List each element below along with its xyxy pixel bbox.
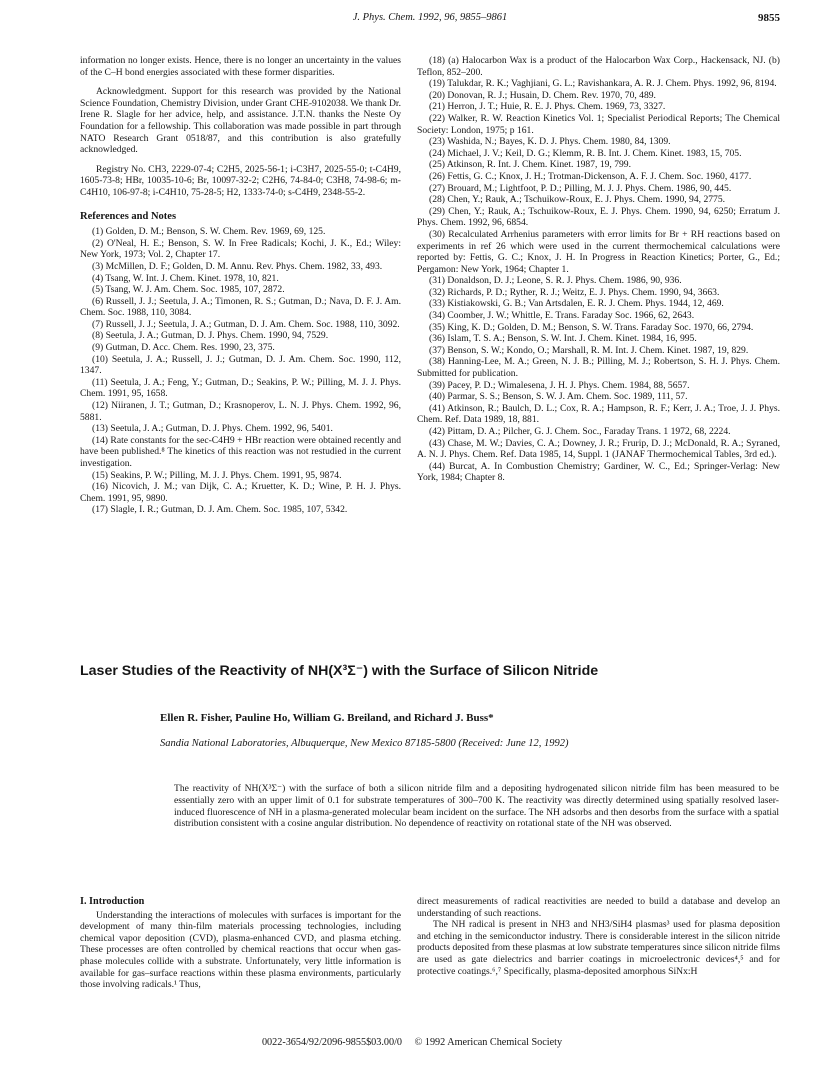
- reference-item: (20) Donovan, R. J.; Husain, D. Chem. Rev. 1970, 70, 489.: [429, 89, 656, 101]
- reference-item: (10) Seetula, J. A.; Russell, J. J.; Gutman, D. J. Am. Chem. Soc. 1990, 112, 1347.: [80, 353, 401, 377]
- acknowledgment: Acknowledgment. Support for this research was provided by the National Science Foundation, Chemistry Division, under Grant CHE-9102038. We thank Dr. Irene R. Slagle for her advice, help, and assistance. J.T.N. thanks the Neste Oy Foundation for a fellowship. This collaboration was made possible in part through NATO Research Grant 0518/87, and this contribution is also gratefully acknowledged.: [80, 86, 401, 156]
- reference-item: (31) Donaldson, D. J.; Leone, S. R. J. Phys. Chem. 1986, 90, 936.: [429, 275, 682, 287]
- introduction-paragraph-1: Understanding the interactions of molecules with surfaces is important for the development of many thin-film materials processing technologies, including chemical vapor deposition (CVD), plasma-enhanced CVD, and plasma etching. These processes are often controlled by chemical reactions that occur when gas-phase molecules collide with a substrate. Unfortunately, very little information is available for gas–surface reactions within these plasma environments, particularly those involving radicals.¹ Thus,: [80, 909, 401, 991]
- journal-citation: J. Phys. Chem. 1992, 96, 9855–9861: [352, 12, 508, 23]
- references-heading: References and Notes: [80, 210, 177, 222]
- reference-item: (5) Tsang, W. J. Am. Chem. Soc. 1985, 107, 2872.: [92, 284, 285, 296]
- reference-item: (36) Islam, T. S. A.; Benson, S. W. Int. J. Chem. Kinet. 1984, 16, 995.: [429, 333, 697, 345]
- page-footer: [0, 1037, 824, 1048]
- reference-item: (18) (a) Halocarbon Wax is a product of the Halocarbon Wax Corp., Hackensack, NJ. (b) Teflon, 852–200.: [417, 55, 780, 78]
- reference-item: (23) Washida, N.; Bayes, K. D. J. Phys. Chem. 1980, 84, 1309.: [429, 136, 671, 148]
- reference-item: (43) Chase, M. W.; Davies, C. A.; Downey, J. R.; Frurip, D. J.; McDonald, R. A.; Syraned, A. N. J. Phys. Chem. Ref. Data 1985, 14, Suppl. 1 (JANAF Thermochemical Tables, 3rd ed.).: [417, 437, 780, 461]
- left-column: [80, 55, 401, 516]
- reference-item: (26) Fettis, G. C.; Knox, J. H.; Trotman-Dickenson, A. F. J. Chem. Soc. 1960, 4177.: [429, 170, 752, 182]
- reference-item: (4) Tsang, W. Int. J. Chem. Kinet. 1978, 10, 821.: [92, 272, 279, 284]
- reference-item: (24) Michael, J. V.; Keil, D. G.; Klemm, R. B. Int. J. Chem. Kinet. 1983, 15, 705.: [429, 147, 742, 159]
- introduction-paragraph-2: The NH radical is present in NH3 and NH3/SiH4 plasmas³ used for plasma deposition and etching in the semiconductor industry. There is considerable interest in the silicon nitride products deposited from these plasmas at low substrate temperatures since silicon nitride films are used as gate dielectrics and barrier coatings in microelectronic devices⁴,⁵ and for protective coatings.⁶,⁷ Specifically, plasma-deposited amorphous SiNx:H: [417, 919, 780, 977]
- reference-item: (16) Nicovich, J. M.; van Dijk, C. A.; Kruetter, K. D.; Wine, P. H. J. Phys. Chem. 1991, 95, 9890.: [80, 481, 401, 504]
- introduction-right: [417, 896, 780, 977]
- reference-item: (38) Hanning-Lee, M. A.; Green, N. J. B.; Pilling, M. J.; Robertson, S. H. J. Phys. Chem. Submitted for publication.: [417, 356, 780, 380]
- introduction-left: [80, 896, 401, 991]
- reference-item: (13) Seetula, J. A.; Gutman, D. J. Phys. Chem. 1992, 96, 5401.: [92, 423, 333, 435]
- abstract: The reactivity of NH(X³Σ⁻) with the surface of both a silicon nitride film and a depositing hydrogenated silicon nitride film has been measured to be essentially zero with an upper limit of 0.1 for substrate temperatures of 300–700 K. The reactivity was directly determined using spatially resolved laser-induced fluorescence of NH in a plasma-generated molecular beam incident on the surface. The NH adsorbs and then desorbs from the surface with a spatial distribution consistent with a cosine angular distribution. No dependence of reactivity on rotational state of the NH was observed.: [174, 783, 779, 830]
- reference-item: (22) Walker, R. W. Reaction Kinetics Vol. 1; Specialist Periodical Reports; The Chemical Society: London, 1975; p 161.: [417, 112, 780, 136]
- reference-item: (34) Coomber, J. W.; Whittle, E. Trans. Faraday Soc. 1966, 62, 2643.: [429, 310, 695, 322]
- copyright: © 1992 American Chemical Society: [414, 1037, 563, 1048]
- reference-item: (21) Herron, J. T.; Huie, R. E. J. Phys. Chem. 1969, 73, 3327.: [429, 101, 666, 113]
- right-column: [417, 55, 780, 484]
- reference-item: (6) Russell, J. J.; Seetula, J. A.; Timonen, R. S.; Gutman, D.; Nava, D. F. J. Am. Chem. Soc. 1988, 110, 3084.: [80, 295, 401, 319]
- closing-paragraph: information no longer exists. Hence, there is no longer an uncertainty in the values of the C–H bond energies associated with these former disparities.: [80, 55, 401, 78]
- reference-item: (2) O'Neal, H. E.; Benson, S. W. In Free Radicals; Kochi, J. K., Ed.; Wiley: New York, 1973; Vol. 2, Chapter 17.: [80, 237, 401, 261]
- reference-item: (12) Niiranen, J. T.; Gutman, D.; Krasnoperov, L. N. J. Phys. Chem. 1992, 96, 5881.: [80, 400, 401, 423]
- reference-item: (44) Burcat, A. In Combustion Chemistry; Gardiner, W. C., Ed.; Springer-Verlag: New York, 1984; Chapter 8.: [417, 460, 780, 484]
- article-affiliation: Sandia National Laboratories, Albuquerque, New Mexico 87185-5800 (Received: June 12, 1992): [160, 738, 569, 749]
- reference-item: (41) Atkinson, R.; Baulch, D. L.; Cox, R. A.; Hampson, R. F.; Kerr, J. A.; Troe, J. J. Phys. Chem. Ref. Data 1989, 18, 881.: [417, 402, 780, 426]
- article-title: Laser Studies of the Reactivity of NH(X³Σ⁻) with the Surface of Silicon Nitride: [80, 663, 599, 679]
- reference-item: (25) Atkinson, R. Int. J. Chem. Kinet. 1987, 19, 799.: [429, 159, 631, 171]
- article-authors: Ellen R. Fisher, Pauline Ho, William G. Breiland, and Richard J. Buss*: [160, 712, 494, 724]
- reference-item: (27) Brouard, M.; Lightfoot, P. D.; Pilling, M. J. J. Phys. Chem. 1986, 90, 445.: [429, 182, 732, 194]
- reference-item: (30) Recalculated Arrhenius parameters with error limits for Br + RH reactions based on experiments in ref 26 which were used in the current thermochemical calculations were reported by: Fettis, G. C.; Knox, J. H. In Progress in Reaction Kinetics; Porter, G., Ed.; Pergamon: New York, 1964; Chapter 1.: [417, 228, 780, 275]
- reference-item: (40) Parmar, S. S.; Benson, S. W. J. Am. Chem. Soc. 1989, 111, 57.: [429, 391, 688, 403]
- reference-item: (39) Pacey, P. D.; Wimalesena, J. H. J. Phys. Chem. 1984, 88, 5657.: [429, 379, 690, 391]
- reference-item: (42) Pittam, D. A.; Pilcher, G. J. Chem. Soc., Faraday Trans. 1 1972, 68, 2224.: [429, 426, 731, 437]
- registry-numbers: Registry No. CH3, 2229-07-4; C2H5, 2025-56-1; i-C3H7, 2025-55-0; t-C4H9, 1605-73-8; HBr, 10035-10-6; Br, 10097-32-2; C2H6, 74-84-0; C3H8, 74-98-6; m-C4H10, 106-97-8; i-C4H10, 75-28-5; H2, 1333-74-0; s-C4H9, 2348-55-2.: [80, 163, 401, 198]
- page-number: 9855: [758, 12, 780, 24]
- reference-item: (32) Richards, P. D.; Ryther, R. J.; Weitz, E. J. Phys. Chem. 1990, 94, 3663.: [429, 286, 720, 298]
- reference-item: (19) Talukdar, R. K.; Vaghjiani, G. L.; Ravishankara, A. R. J. Chem. Phys. 1992, 96, 8194.: [429, 78, 777, 90]
- introduction-paragraph-continued: direct measurements of radical reactivities are needed to build a database and develop an understanding of such reactions.: [417, 896, 780, 919]
- reference-item: (35) King, K. D.; Golden, D. M.; Benson, S. W. Trans. Faraday Soc. 1970, 66, 2794.: [429, 321, 754, 333]
- reference-item: (9) Gutman, D. Acc. Chem. Res. 1990, 23, 375.: [92, 342, 275, 354]
- reference-list-left: [80, 226, 401, 516]
- reference-item: (37) Benson, S. W.; Kondo, O.; Marshall, R. M. Int. J. Chem. Kinet. 1987, 19, 829.: [429, 344, 749, 356]
- reference-item: (17) Slagle, I. R.; Gutman, D. J. Am. Chem. Soc. 1985, 107, 5342.: [92, 504, 348, 516]
- reference-item: (3) McMillen, D. F.; Golden, D. M. Annu. Rev. Phys. Chem. 1982, 33, 493.: [92, 260, 383, 272]
- article-code: 0022-3654/92/2096-9855$03.00/0: [261, 1037, 403, 1048]
- reference-item: (15) Seakins, P. W.; Pilling, M. J. J. Phys. Chem. 1991, 95, 9874.: [92, 469, 342, 481]
- reference-item: (33) Kistiakowski, G. B.; Van Artsdalen, E. R. J. Chem. Phys. 1944, 12, 469.: [429, 298, 724, 310]
- reference-item: (8) Seetula, J. A.; Gutman, D. J. Phys. Chem. 1990, 94, 7529.: [92, 330, 329, 342]
- reference-list-right: [417, 55, 780, 484]
- reference-item: (11) Seetula, J. A.; Feng, Y.; Gutman, D.; Seakins, P. W.; Pilling, M. J. J. Phys. Chem. 1991, 95, 1658.: [80, 376, 401, 400]
- reference-item: (28) Chen, Y.; Rauk, A.; Tschuikow-Roux, E. J. Phys. Chem. 1990, 94, 2775.: [429, 194, 726, 206]
- reference-item: (29) Chen, Y.; Rauk, A.; Tschuikow-Roux, E. J. Phys. Chem. 1990, 94, 6250; Erratum J. Phys. Chem. 1992, 96, 6854.: [417, 205, 780, 229]
- reference-item: (7) Russell, J. J.; Seetula, J. A.; Gutman, D. J. Am. Chem. Soc. 1988, 110, 3092.: [92, 318, 400, 330]
- introduction-heading: I. Introduction: [80, 896, 145, 907]
- reference-item: (14) Rate constants for the sec-C4H9 + HBr reaction were obtained recently and have been published.⁸ The kinetics of this reaction was not restudied in the current investigation.: [80, 434, 401, 469]
- reference-item: (1) Golden, D. M.; Benson, S. W. Chem. Rev. 1969, 69, 125.: [92, 226, 326, 238]
- running-header: [80, 12, 780, 28]
